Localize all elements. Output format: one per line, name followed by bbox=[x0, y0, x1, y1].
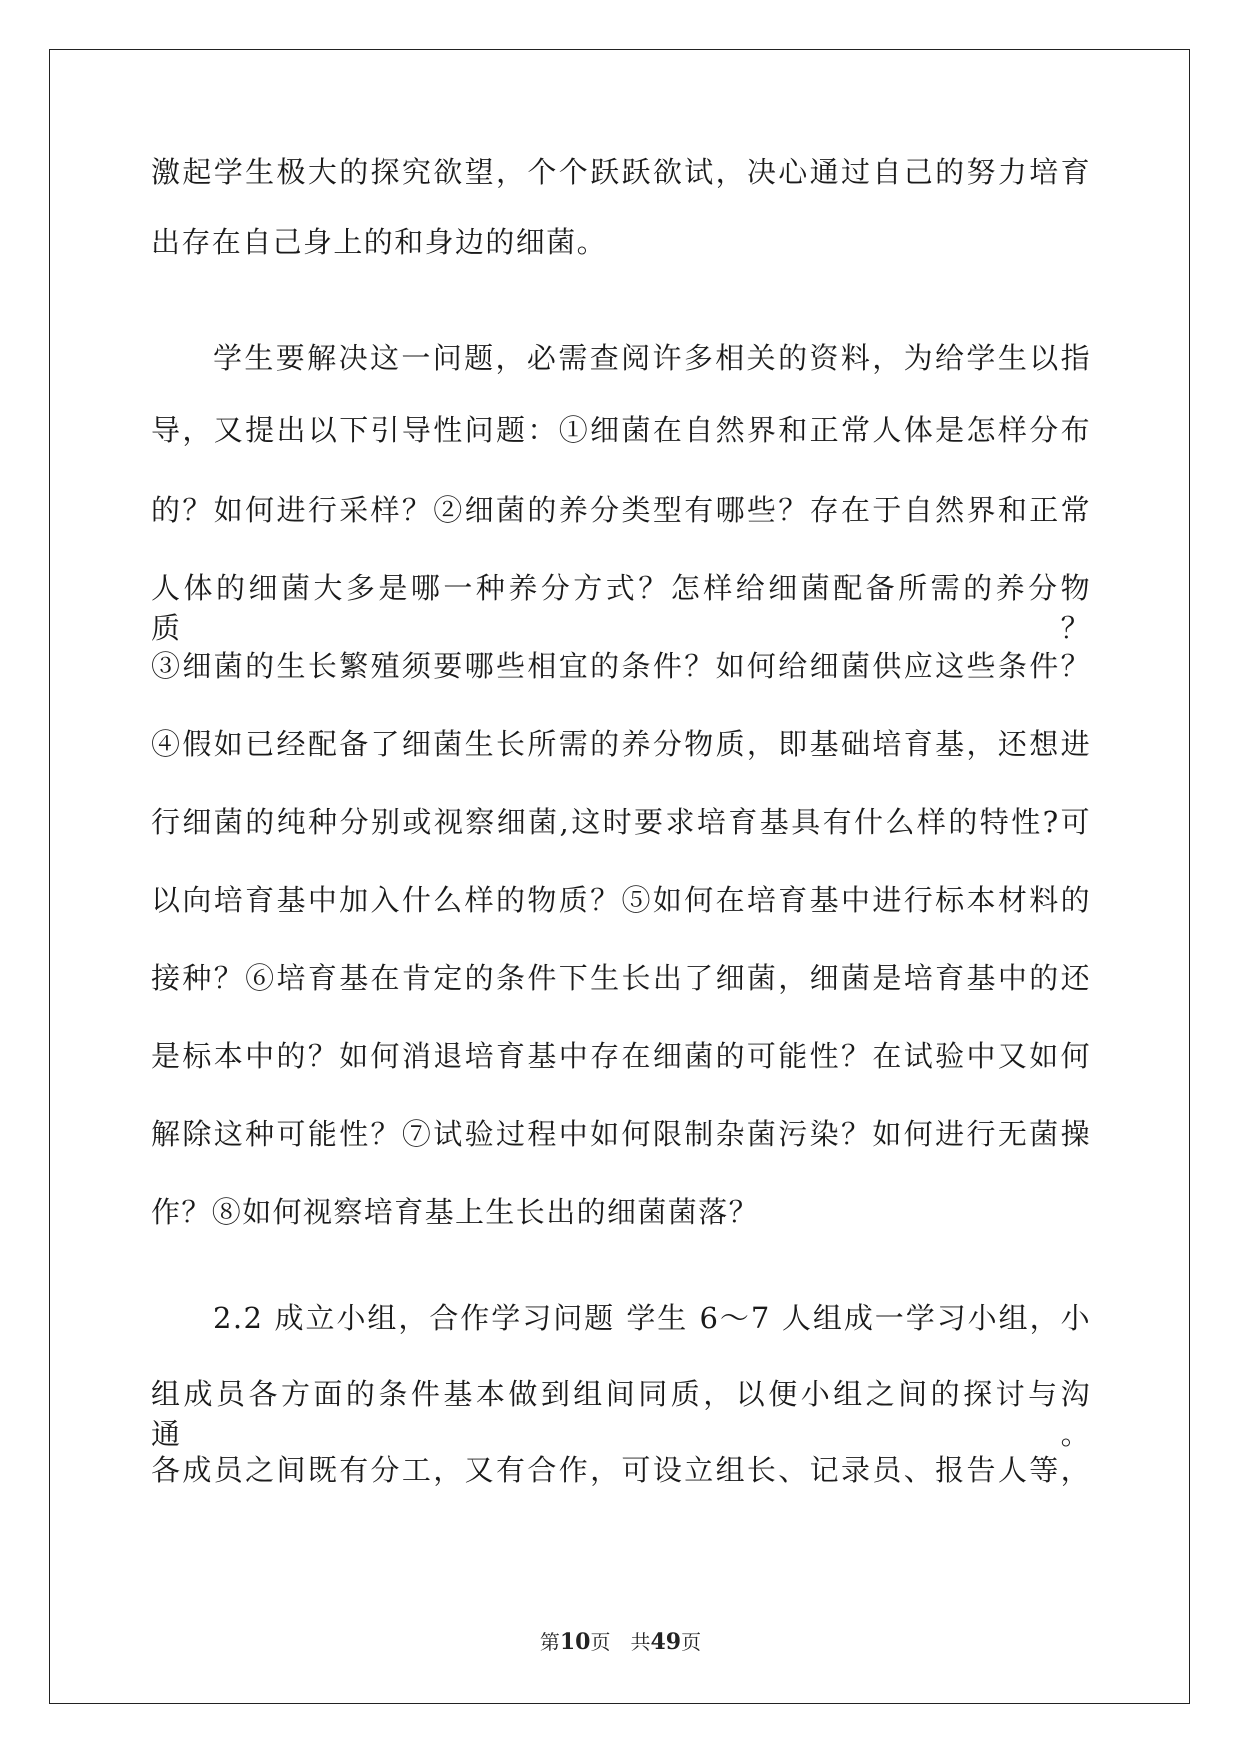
text-line: 的？如何进行采样？②细菌的养分类型有哪些？存在于自然界和正常 bbox=[151, 493, 1091, 527]
text-line: 是标本中的？如何消退培育基中存在细菌的可能性？在试验中又如何 bbox=[151, 1039, 1091, 1073]
footer-prefix: 第 bbox=[539, 1630, 560, 1654]
footer-mid: 页 共 bbox=[590, 1630, 651, 1654]
text-line: 激起学生极大的探究欲望，个个跃跃欲试，决心通过自己的努力培育 bbox=[151, 155, 1091, 189]
text-line: 学生要解决这一问题，必需查阅许多相关的资料，为给学生以指 bbox=[213, 341, 1091, 375]
text-line: ④假如已经配备了细菌生长所需的养分物质，即基础培育基，还想进 bbox=[151, 727, 1091, 761]
text-line: 组成员各方面的条件基本做到组间同质，以便小组之间的探讨与沟通。 bbox=[151, 1377, 1091, 1451]
page-footer bbox=[0, 1628, 1241, 1656]
text-line: 行细菌的纯种分别或视察细菌,这时要求培育基具有什么样的特性?可 bbox=[151, 805, 1091, 839]
text-line: 解除这种可能性？⑦试验过程中如何限制杂菌污染？如何进行无菌操 bbox=[151, 1117, 1091, 1151]
text-line: 以向培育基中加入什么样的物质？⑤如何在培育基中进行标本材料的 bbox=[151, 883, 1091, 917]
text-line: 出存在自己身上的和身边的细菌。 bbox=[151, 225, 608, 259]
footer-suffix: 页 bbox=[681, 1630, 702, 1654]
text-line: 2.2 成立小组，合作学习问题 学生 6～7 人组成一学习小组，小 bbox=[213, 1301, 1091, 1335]
total-pages: 49 bbox=[650, 1629, 682, 1655]
text-line: 导，又提出以下引导性问题：①细菌在自然界和正常人体是怎样分布 bbox=[151, 413, 1091, 447]
text-line: 各成员之间既有分工，又有合作，可设立组长、记录员、报告人等， bbox=[151, 1453, 1091, 1487]
text-line: 作？⑧如何视察培育基上生长出的细菌菌落？ bbox=[151, 1195, 760, 1229]
text-line: ③细菌的生长繁殖须要哪些相宜的条件？如何给细菌供应这些条件？ bbox=[151, 649, 1091, 683]
text-line: 人体的细菌大多是哪一种养分方式？怎样给细菌配备所需的养分物质？ bbox=[151, 571, 1091, 645]
text-line: 接种？⑥培育基在肯定的条件下生长出了细菌，细菌是培育基中的还 bbox=[151, 961, 1091, 995]
page-number: 10 bbox=[559, 1629, 591, 1655]
